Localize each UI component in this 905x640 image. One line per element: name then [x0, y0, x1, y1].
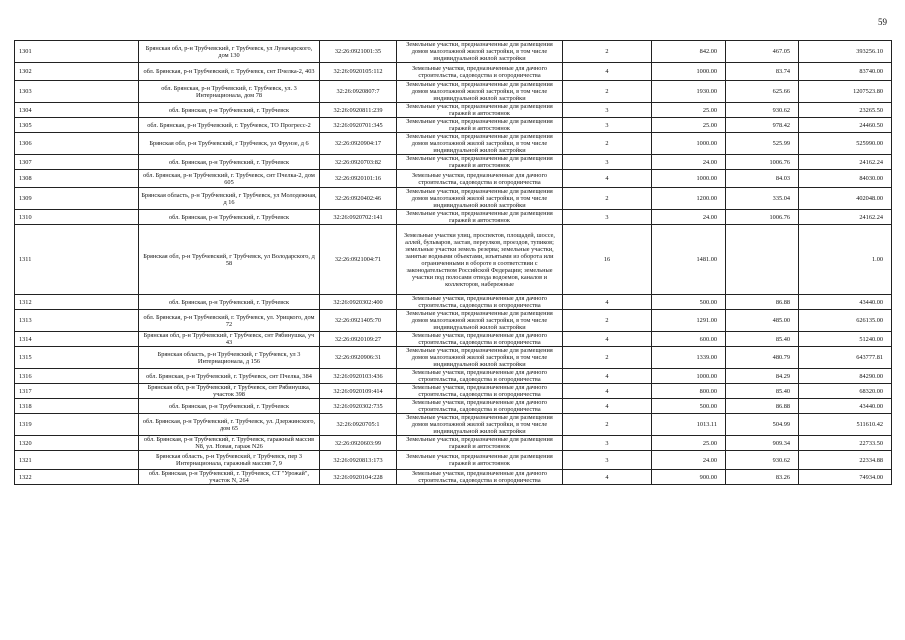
- specific-value-cell: 930.62: [726, 103, 799, 118]
- area-cell: 25.00: [652, 103, 726, 118]
- address-cell: обл. Брянская, р-н Трубчевский, г. Трубчевск, снт Пчелка, 384: [139, 369, 320, 384]
- cadastral-value-cell: 626135.00: [799, 310, 892, 332]
- address-cell: Брянская обл, р-н Трубчевский, г Трубчевск, снт Рябинушка, участок 398: [139, 384, 320, 399]
- cadastral-value-cell: 74934.00: [799, 470, 892, 485]
- address-cell: обл. Брянская, р-н Трубчевский, г. Трубчевск: [139, 103, 320, 118]
- cadastral-number-cell: 32:26:0920104:228: [320, 470, 397, 485]
- cadastral-value-cell: 24460.50: [799, 118, 892, 133]
- group-number-cell: 2: [563, 310, 652, 332]
- area-cell: 500.00: [652, 295, 726, 310]
- table-body: [15, 41, 892, 485]
- cadastral-value-cell: 24162.24: [799, 210, 892, 225]
- land-use-cell: Земельные участки, предназначенные для дачного строительства, садоводства и огородничества: [397, 295, 563, 310]
- row-number: 1308: [15, 170, 139, 188]
- area-cell: 24.00: [652, 155, 726, 170]
- row-number: 1319: [15, 414, 139, 436]
- cadastral-value-table: [14, 40, 892, 485]
- address-cell: обл. Брянская, р-н Трубчевский, г. Трубчевск: [139, 399, 320, 414]
- cadastral-number-cell: 32:26:0921405:70: [320, 310, 397, 332]
- specific-value-cell: 84.29: [726, 369, 799, 384]
- row-number: 1320: [15, 436, 139, 451]
- table-row: [15, 310, 892, 332]
- area-cell: 1339.00: [652, 347, 726, 369]
- table-row: [15, 41, 892, 63]
- cadastral-value-cell: 24162.24: [799, 155, 892, 170]
- cadastral-number-cell: 32:26:0920904:17: [320, 133, 397, 155]
- cadastral-number-cell: 32:26:0920807:7: [320, 81, 397, 103]
- group-number-cell: 3: [563, 451, 652, 470]
- address-cell: обл. Брянская, р-н Трубчевский, г. Трубчевск, гаражный массив N8, ул. Новая, гараж N26: [139, 436, 320, 451]
- table-row: [15, 414, 892, 436]
- land-use-cell: Земельные участки, предназначенные для дачного строительства, садоводства и огородничества: [397, 170, 563, 188]
- address-cell: Брянская обл, р-н Трубчевский, г Трубчевск, ул Фрунзе, д 6: [139, 133, 320, 155]
- group-number-cell: 16: [563, 225, 652, 295]
- table-row: [15, 155, 892, 170]
- address-cell: обл. Брянская, р-н Трубчевский, г. Трубчевск, СТ "Урожай", участок N, 264: [139, 470, 320, 485]
- table-row: [15, 63, 892, 81]
- specific-value-cell: 930.62: [726, 451, 799, 470]
- row-number: 1307: [15, 155, 139, 170]
- row-number: 1312: [15, 295, 139, 310]
- cadastral-value-cell: 511610.42: [799, 414, 892, 436]
- land-use-cell: Земельные участки, предназначенные для размещения гаражей и автостоянок: [397, 103, 563, 118]
- cadastral-number-cell: 32:26:0920402:46: [320, 188, 397, 210]
- table-row: [15, 210, 892, 225]
- row-number: 1315: [15, 347, 139, 369]
- cadastral-value-cell: 525990.00: [799, 133, 892, 155]
- group-number-cell: 4: [563, 369, 652, 384]
- land-use-cell: Земельные участки, предназначенные для размещения гаражей и автостоянок: [397, 436, 563, 451]
- cadastral-number-cell: 32:26:0920302:735: [320, 399, 397, 414]
- cadastral-number-cell: 32:26:0920906:31: [320, 347, 397, 369]
- specific-value-cell: 86.88: [726, 399, 799, 414]
- cadastral-value-cell: 393256.10: [799, 41, 892, 63]
- area-cell: 24.00: [652, 451, 726, 470]
- address-cell: обл. Брянская, р-н Трубчевский, г. Трубчевск: [139, 210, 320, 225]
- table-row: [15, 118, 892, 133]
- table-row: [15, 170, 892, 188]
- cadastral-value-cell: 83740.00: [799, 63, 892, 81]
- cadastral-number-cell: 32:26:0920811:239: [320, 103, 397, 118]
- cadastral-value-cell: 1.00: [799, 225, 892, 295]
- specific-value-cell: 1006.76: [726, 155, 799, 170]
- row-number: 1301: [15, 41, 139, 63]
- cadastral-number-cell: 32:26:0920703:82: [320, 155, 397, 170]
- table-row: [15, 451, 892, 470]
- address-cell: Брянская обл, р-н Трубчевский, г Трубчевск, ул Володарского, д 58: [139, 225, 320, 295]
- specific-value-cell: 480.79: [726, 347, 799, 369]
- address-cell: обл. Брянская, р-н Трубчевский, г. Трубчевск: [139, 295, 320, 310]
- land-use-cell: Земельные участки, предназначенные для размещения домов малоэтажной жилой застройки, в том числе индивидуальной жилой застройки: [397, 347, 563, 369]
- group-number-cell: 4: [563, 384, 652, 399]
- land-use-cell: Земельные участки, предназначенные для размещения домов малоэтажной жилой застройки, в том числе индивидуальной жилой застройки: [397, 81, 563, 103]
- land-use-cell: Земельные участки, предназначенные для размещения гаражей и автостоянок: [397, 118, 563, 133]
- specific-value-cell: 335.04: [726, 188, 799, 210]
- cadastral-number-cell: 32:26:0920705:1: [320, 414, 397, 436]
- area-cell: 1000.00: [652, 369, 726, 384]
- address-cell: Брянская обл, р-н Трубчевский, г Трубчевск, ул Луначарского, дом 130: [139, 41, 320, 63]
- row-number: 1317: [15, 384, 139, 399]
- land-use-cell: Земельные участки, предназначенные для размещения домов малоэтажной жилой застройки, в том числе индивидуальной жилой застройки: [397, 310, 563, 332]
- cadastral-number-cell: 32:26:0920103:436: [320, 369, 397, 384]
- cadastral-number-cell: 32:26:0920105:112: [320, 63, 397, 81]
- cadastral-number-cell: 32:26:0920813:173: [320, 451, 397, 470]
- table-row: [15, 133, 892, 155]
- specific-value-cell: 625.66: [726, 81, 799, 103]
- area-cell: 1000.00: [652, 170, 726, 188]
- specific-value-cell: 467.05: [726, 41, 799, 63]
- area-cell: 500.00: [652, 399, 726, 414]
- specific-value-cell: 1006.76: [726, 210, 799, 225]
- table-row: [15, 332, 892, 347]
- row-number: 1321: [15, 451, 139, 470]
- row-number: 1313: [15, 310, 139, 332]
- address-cell: Брянская область, р-н Трубчевский, г Трубчевск, ул 3 Интернационала, д 156: [139, 347, 320, 369]
- row-number: 1302: [15, 63, 139, 81]
- area-cell: 1000.00: [652, 133, 726, 155]
- row-number: 1316: [15, 369, 139, 384]
- area-cell: 900.00: [652, 470, 726, 485]
- land-use-cell: Земельные участки, предназначенные для размещения гаражей и автостоянок: [397, 155, 563, 170]
- cadastral-value-cell: 402048.00: [799, 188, 892, 210]
- row-number: 1306: [15, 133, 139, 155]
- table-row: [15, 384, 892, 399]
- cadastral-value-cell: 22733.50: [799, 436, 892, 451]
- area-cell: 1013.11: [652, 414, 726, 436]
- land-use-cell: Земельные участки, предназначенные для дачного строительства, садоводства и огородничества: [397, 369, 563, 384]
- land-use-cell: Земельные участки, предназначенные для размещения гаражей и автостоянок: [397, 451, 563, 470]
- land-use-cell: Земельные участки, предназначенные для размещения домов малоэтажной жилой застройки, в том числе индивидуальной жилой застройки: [397, 41, 563, 63]
- specific-value-cell: [726, 225, 799, 295]
- group-number-cell: 2: [563, 41, 652, 63]
- cadastral-value-cell: 23265.50: [799, 103, 892, 118]
- row-number: 1314: [15, 332, 139, 347]
- cadastral-number-cell: 32:26:0920701:345: [320, 118, 397, 133]
- specific-value-cell: 978.42: [726, 118, 799, 133]
- cadastral-value-cell: 68320.00: [799, 384, 892, 399]
- address-cell: обл. Брянская, р-н Трубчевский, г. Трубчевск, снт Пчелка-2, дом 605: [139, 170, 320, 188]
- group-number-cell: 2: [563, 133, 652, 155]
- cadastral-number-cell: 32:26:0920603:99: [320, 436, 397, 451]
- cadastral-value-cell: 84290.00: [799, 369, 892, 384]
- land-use-cell: Земельные участки, предназначенные для размещения домов малоэтажной жилой застройки, в том числе индивидуальной жилой застройки: [397, 188, 563, 210]
- area-cell: 24.00: [652, 210, 726, 225]
- group-number-cell: 3: [563, 118, 652, 133]
- row-number: 1309: [15, 188, 139, 210]
- land-use-cell: Земельные участки, предназначенные для дачного строительства, садоводства и огородничества: [397, 63, 563, 81]
- cadastral-value-cell: 643777.81: [799, 347, 892, 369]
- specific-value-cell: 504.99: [726, 414, 799, 436]
- cadastral-value-cell: 1207523.80: [799, 81, 892, 103]
- specific-value-cell: 86.88: [726, 295, 799, 310]
- table-row: [15, 295, 892, 310]
- specific-value-cell: 84.03: [726, 170, 799, 188]
- cadastral-value-cell: 51240.00: [799, 332, 892, 347]
- area-cell: 25.00: [652, 436, 726, 451]
- cadastral-number-cell: 32:26:0920702:141: [320, 210, 397, 225]
- table-row: [15, 103, 892, 118]
- table-row: [15, 347, 892, 369]
- specific-value-cell: 525.99: [726, 133, 799, 155]
- cadastral-number-cell: 32:26:0920302:400: [320, 295, 397, 310]
- land-use-cell: Земельные участки, предназначенные для дачного строительства, садоводства и огородничества: [397, 399, 563, 414]
- table-row: [15, 225, 892, 295]
- group-number-cell: 2: [563, 414, 652, 436]
- specific-value-cell: 83.74: [726, 63, 799, 81]
- group-number-cell: 4: [563, 399, 652, 414]
- area-cell: 25.00: [652, 118, 726, 133]
- cadastral-value-cell: 43440.00: [799, 295, 892, 310]
- area-cell: 1200.00: [652, 188, 726, 210]
- address-cell: Брянская обл, р-н Трубчевский, г Трубчевск, снт Рябинушка, уч 43: [139, 332, 320, 347]
- address-cell: Брянская область, р-н Трубчевский, г Трубчевск, ул Молодежная, д 16: [139, 188, 320, 210]
- address-cell: обл. Брянская, р-н Трубчевский, г. Трубчевск: [139, 155, 320, 170]
- address-cell: обл. Брянская, р-н Трубчевский, г. Трубчевск, ул. 3 Интернационала, дом 78: [139, 81, 320, 103]
- area-cell: 1930.00: [652, 81, 726, 103]
- table-row: [15, 188, 892, 210]
- area-cell: 1291.00: [652, 310, 726, 332]
- table-row: [15, 470, 892, 485]
- address-cell: обл. Брянская, р-н Трубчевский, г. Трубчевск, ТО Прогресс-2: [139, 118, 320, 133]
- row-number: 1318: [15, 399, 139, 414]
- address-cell: обл. Брянская, р-н Трубчевский, г. Трубчевск, ул. Урицкого, дом 72: [139, 310, 320, 332]
- cadastral-number-cell: 32:26:0920101:16: [320, 170, 397, 188]
- cadastral-value-cell: 43440.00: [799, 399, 892, 414]
- land-use-cell: Земельные участки улиц, проспектов, площадей, шоссе, аллей, бульваров, застав, переулков, проездов, тупиков; земельные участки земель резерва; земельные участки, занятые водными объектами, изъятыми из оборота или ограниченными в обороте в соответствии с законодательством Российской Федерации; земельные участки под полосами отвода водоемов, каналов и коллекторов, набережные: [397, 225, 563, 295]
- group-number-cell: 4: [563, 170, 652, 188]
- address-cell: обл. Брянская, р-н Трубчевский, г. Трубчевск, ул. Дзержинского, дом 65: [139, 414, 320, 436]
- land-use-cell: Земельные участки, предназначенные для дачного строительства, садоводства и огородничества: [397, 470, 563, 485]
- address-cell: Брянская область, р-н Трубчевский, г Трубчевск, пер 3 Интернационала, гаражный массив 7, 9: [139, 451, 320, 470]
- cadastral-value-cell: 84030.00: [799, 170, 892, 188]
- group-number-cell: 4: [563, 63, 652, 81]
- cadastral-number-cell: 32:26:0921004:71: [320, 225, 397, 295]
- land-use-cell: Земельные участки, предназначенные для дачного строительства, садоводства и огородничества: [397, 332, 563, 347]
- group-number-cell: 2: [563, 347, 652, 369]
- specific-value-cell: 485.00: [726, 310, 799, 332]
- group-number-cell: 2: [563, 81, 652, 103]
- area-cell: 600.00: [652, 332, 726, 347]
- table-row: [15, 369, 892, 384]
- address-cell: обл. Брянская, р-н Трубчевский, г. Трубчевск, снт Пчелка-2, 403: [139, 63, 320, 81]
- land-use-cell: Земельные участки, предназначенные для размещения домов малоэтажной жилой застройки, в том числе индивидуальной жилой застройки: [397, 133, 563, 155]
- cadastral-number-cell: 32:26:0920109:414: [320, 384, 397, 399]
- row-number: 1310: [15, 210, 139, 225]
- table-row: [15, 436, 892, 451]
- area-cell: 800.00: [652, 384, 726, 399]
- cadastral-value-cell: 22334.88: [799, 451, 892, 470]
- group-number-cell: 4: [563, 470, 652, 485]
- specific-value-cell: 909.34: [726, 436, 799, 451]
- area-cell: 1481.00: [652, 225, 726, 295]
- land-use-cell: Земельные участки, предназначенные для дачного строительства, садоводства и огородничества: [397, 384, 563, 399]
- cadastral-number-cell: 32:26:0920109:27: [320, 332, 397, 347]
- group-number-cell: 4: [563, 332, 652, 347]
- row-number: 1311: [15, 225, 139, 295]
- group-number-cell: 3: [563, 436, 652, 451]
- specific-value-cell: 85.40: [726, 384, 799, 399]
- area-cell: 842.00: [652, 41, 726, 63]
- table-row: [15, 81, 892, 103]
- cadastral-number-cell: 32:26:0921001:35: [320, 41, 397, 63]
- page-number: 59: [878, 17, 887, 27]
- land-use-cell: Земельные участки, предназначенные для размещения домов малоэтажной жилой застройки, в том числе индивидуальной жилой застройки: [397, 414, 563, 436]
- row-number: 1304: [15, 103, 139, 118]
- group-number-cell: 3: [563, 155, 652, 170]
- specific-value-cell: 85.40: [726, 332, 799, 347]
- land-use-cell: Земельные участки, предназначенные для размещения гаражей и автостоянок: [397, 210, 563, 225]
- row-number: 1322: [15, 470, 139, 485]
- group-number-cell: 3: [563, 103, 652, 118]
- row-number: 1303: [15, 81, 139, 103]
- group-number-cell: 3: [563, 210, 652, 225]
- table-row: [15, 399, 892, 414]
- group-number-cell: 2: [563, 188, 652, 210]
- specific-value-cell: 83.26: [726, 470, 799, 485]
- group-number-cell: 4: [563, 295, 652, 310]
- area-cell: 1000.00: [652, 63, 726, 81]
- row-number: 1305: [15, 118, 139, 133]
